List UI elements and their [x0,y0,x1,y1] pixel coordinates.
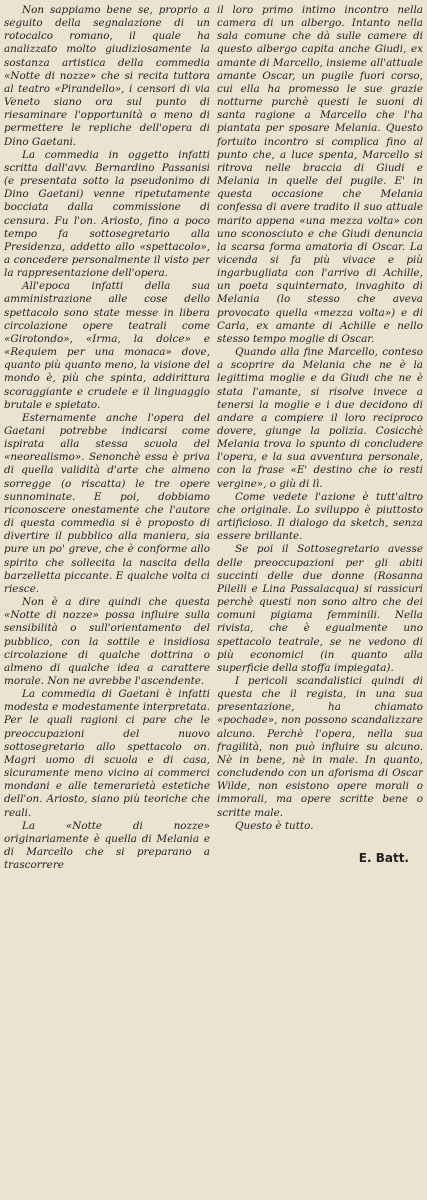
paragraph: La commedia in oggetto infatti scritta dall'avv. Bernardino Passanisi (e presentata sotto la pseudonimo di Dino Gaetani) venne ripetutamente bocciata dalla commissione di censura. Fu l'on. Ariosto, fino a poco tempo fa sottosegretario alla Presidenza, addetto allo «spettacolo», a concedere personalmente il visto per la rappresentazione dell'opera. [4,148,210,280]
paragraph: I pericoli scandalistici quindi di questa che il regista, in una sua presentazione, ha chiamato «pochade», non possono scandalizzare alcuno. Perchè l'opera, nella sua fragilità, non può influire su alcuno. Nè in bene, nè in male. In quanto, concludendo con un aforisma di Oscar Wilde, non esistono opere morali o immorali, ma opere scritte bene o scritte male. [217,674,423,819]
paragraph: Se poi il Sottosegretario avesse delle preoccupazioni per gli abiti succinti delle due donne (Rosanna Pilelli e Lina Passalacqua) si rassicuri perchè questi non sono altro che dei comuni pigiama femminili. Nella rivista, che è egualmente uno spettacolo teatrale, se ne vedono di più economici (in quanto alla superficie della stoffa impiegata). [217,543,423,674]
paragraph: Quando alla fine Marcello, conteso a scoprire da Melania che ne è la legittima moglie e da Giudi che ne è stata l'amante, si risolve invece a tenersi la moglie e i due decidono di andare a compiere il loro reciproco dovere, giunge la polizia. Cosicchè Melania trova lo spunto di concludere l'opera, e la sua avventura personale, con la frase «E' destino che io resti vergine», o giù di lì. [217,346,423,490]
paragraph: La «Notte di nozze» originariamente è quella di Melania e di Marcello che si preparano a trascorrere [4,819,210,872]
paragraph: Come vedete l'azione è tutt'altro che originale. Lo sviluppo è piuttosto artificioso. Il dialogo da sketch, senza essere brillante. [217,490,423,543]
paragraph: Non è a dire quindi che questa «Notte di nozze» possa influire sulla sensibilità o sull'orientamento del pubblico, con la sottile e insidiosa circolazione di qualche dottrina o almeno di qualche idea a carattere morale. Non ne avrebbe l'ascendente. [4,596,210,687]
paragraph: Esternamente anche l'opera del Gaetani potrebbe indicarsi come ispirata alla stessa scuola del «neorealismo». Senonchè essa è priva di quella validità d'arte che almeno sorregge (o riscatta) le tre opere sunnominate. E poi, dobbiamo riconoscere onestamente che l'autore di questa commedia si è proposto di divertire il pubblico alla maniera, sia pure un po' greve, che è conforme allo spirito che sollecita la nascita della barzelletta piccante. E qualche volta ci riesce. [4,411,210,595]
author-signature: E. Batt. [358,850,409,865]
paragraph: Questo è tutto. [235,819,314,832]
paragraph: All'epoca infatti della sua amministrazione alle cose dello spettacolo sono state messe in libera circolazione opere teatrali come «Girotondo», «Irma, la dolce» e «Requiem per una monaca» dove, quanto più quanto meno, la visione del mondo è, più che spinta, addirittura scoraggiante e crudele e il linguaggio brutale e spietato. [4,280,210,411]
paragraph: La commedia di Gaetani è infatti modesta e modestamente interpretata. Per le quali ragioni ci pare che le preoccupazioni del nuovo sottosegretario allo spettacolo on. Magri uomo di scuola e di casa, sicuramente meno vicino ai commerci mondani e alle temerarietà estetiche dell'on. Ariosto, siano più teoriche che reali. [4,688,210,819]
article-body [4,4,423,1194]
column-right [217,4,423,1194]
paragraph: Non sappiamo bene se, proprio a seguito della segnalazione di un rotocalco romano, il quale ha analizzato molto giudiziosamente la sostanza artistica della commedia «Notte di nozze» che si recita tuttora al teatro «Pirandello», i censori di via Veneto siano ora sul punto di riesaminare l'opportunità o meno di permettere le repliche dell'opera di Dino Gaetani. [4,4,210,148]
paragraph: il loro primo intimo incontro nella camera di un albergo. Intanto nella sala comune che dà sulle camere di questo albergo capita anche Giudi, ex amante di Marcello, insieme all'attuale amante Oscar, un pugile fuori corso, cui ella ha promesso le sue grazie notturne purchè questi le suoni di santa ragione a Marcello che l'ha piantata per sposare Melania. Questo fortuito incontro si complica fino al punto che, a luce spenta, Marcello si ritrova nelle braccia di Giudi e Melania in quelle del pugile. E' in questa occasione che Melania confessa di avere tradito il suo attuale marito appena «una mezza volta» con uno sconosciuto e che Giudi denuncia la scarsa forma amatoria di Oscar. La vicenda si fa più vivace e più ingarbugliata con l'arrivo di Achille, un poeta squinternato, invaghito di Melania (lo stesso che aveva provocato quella «mezza volta») e di Carla, ex amante di Achille e nello stesso tempo moglie di Oscar. [217,4,423,345]
column-left [4,4,210,1194]
